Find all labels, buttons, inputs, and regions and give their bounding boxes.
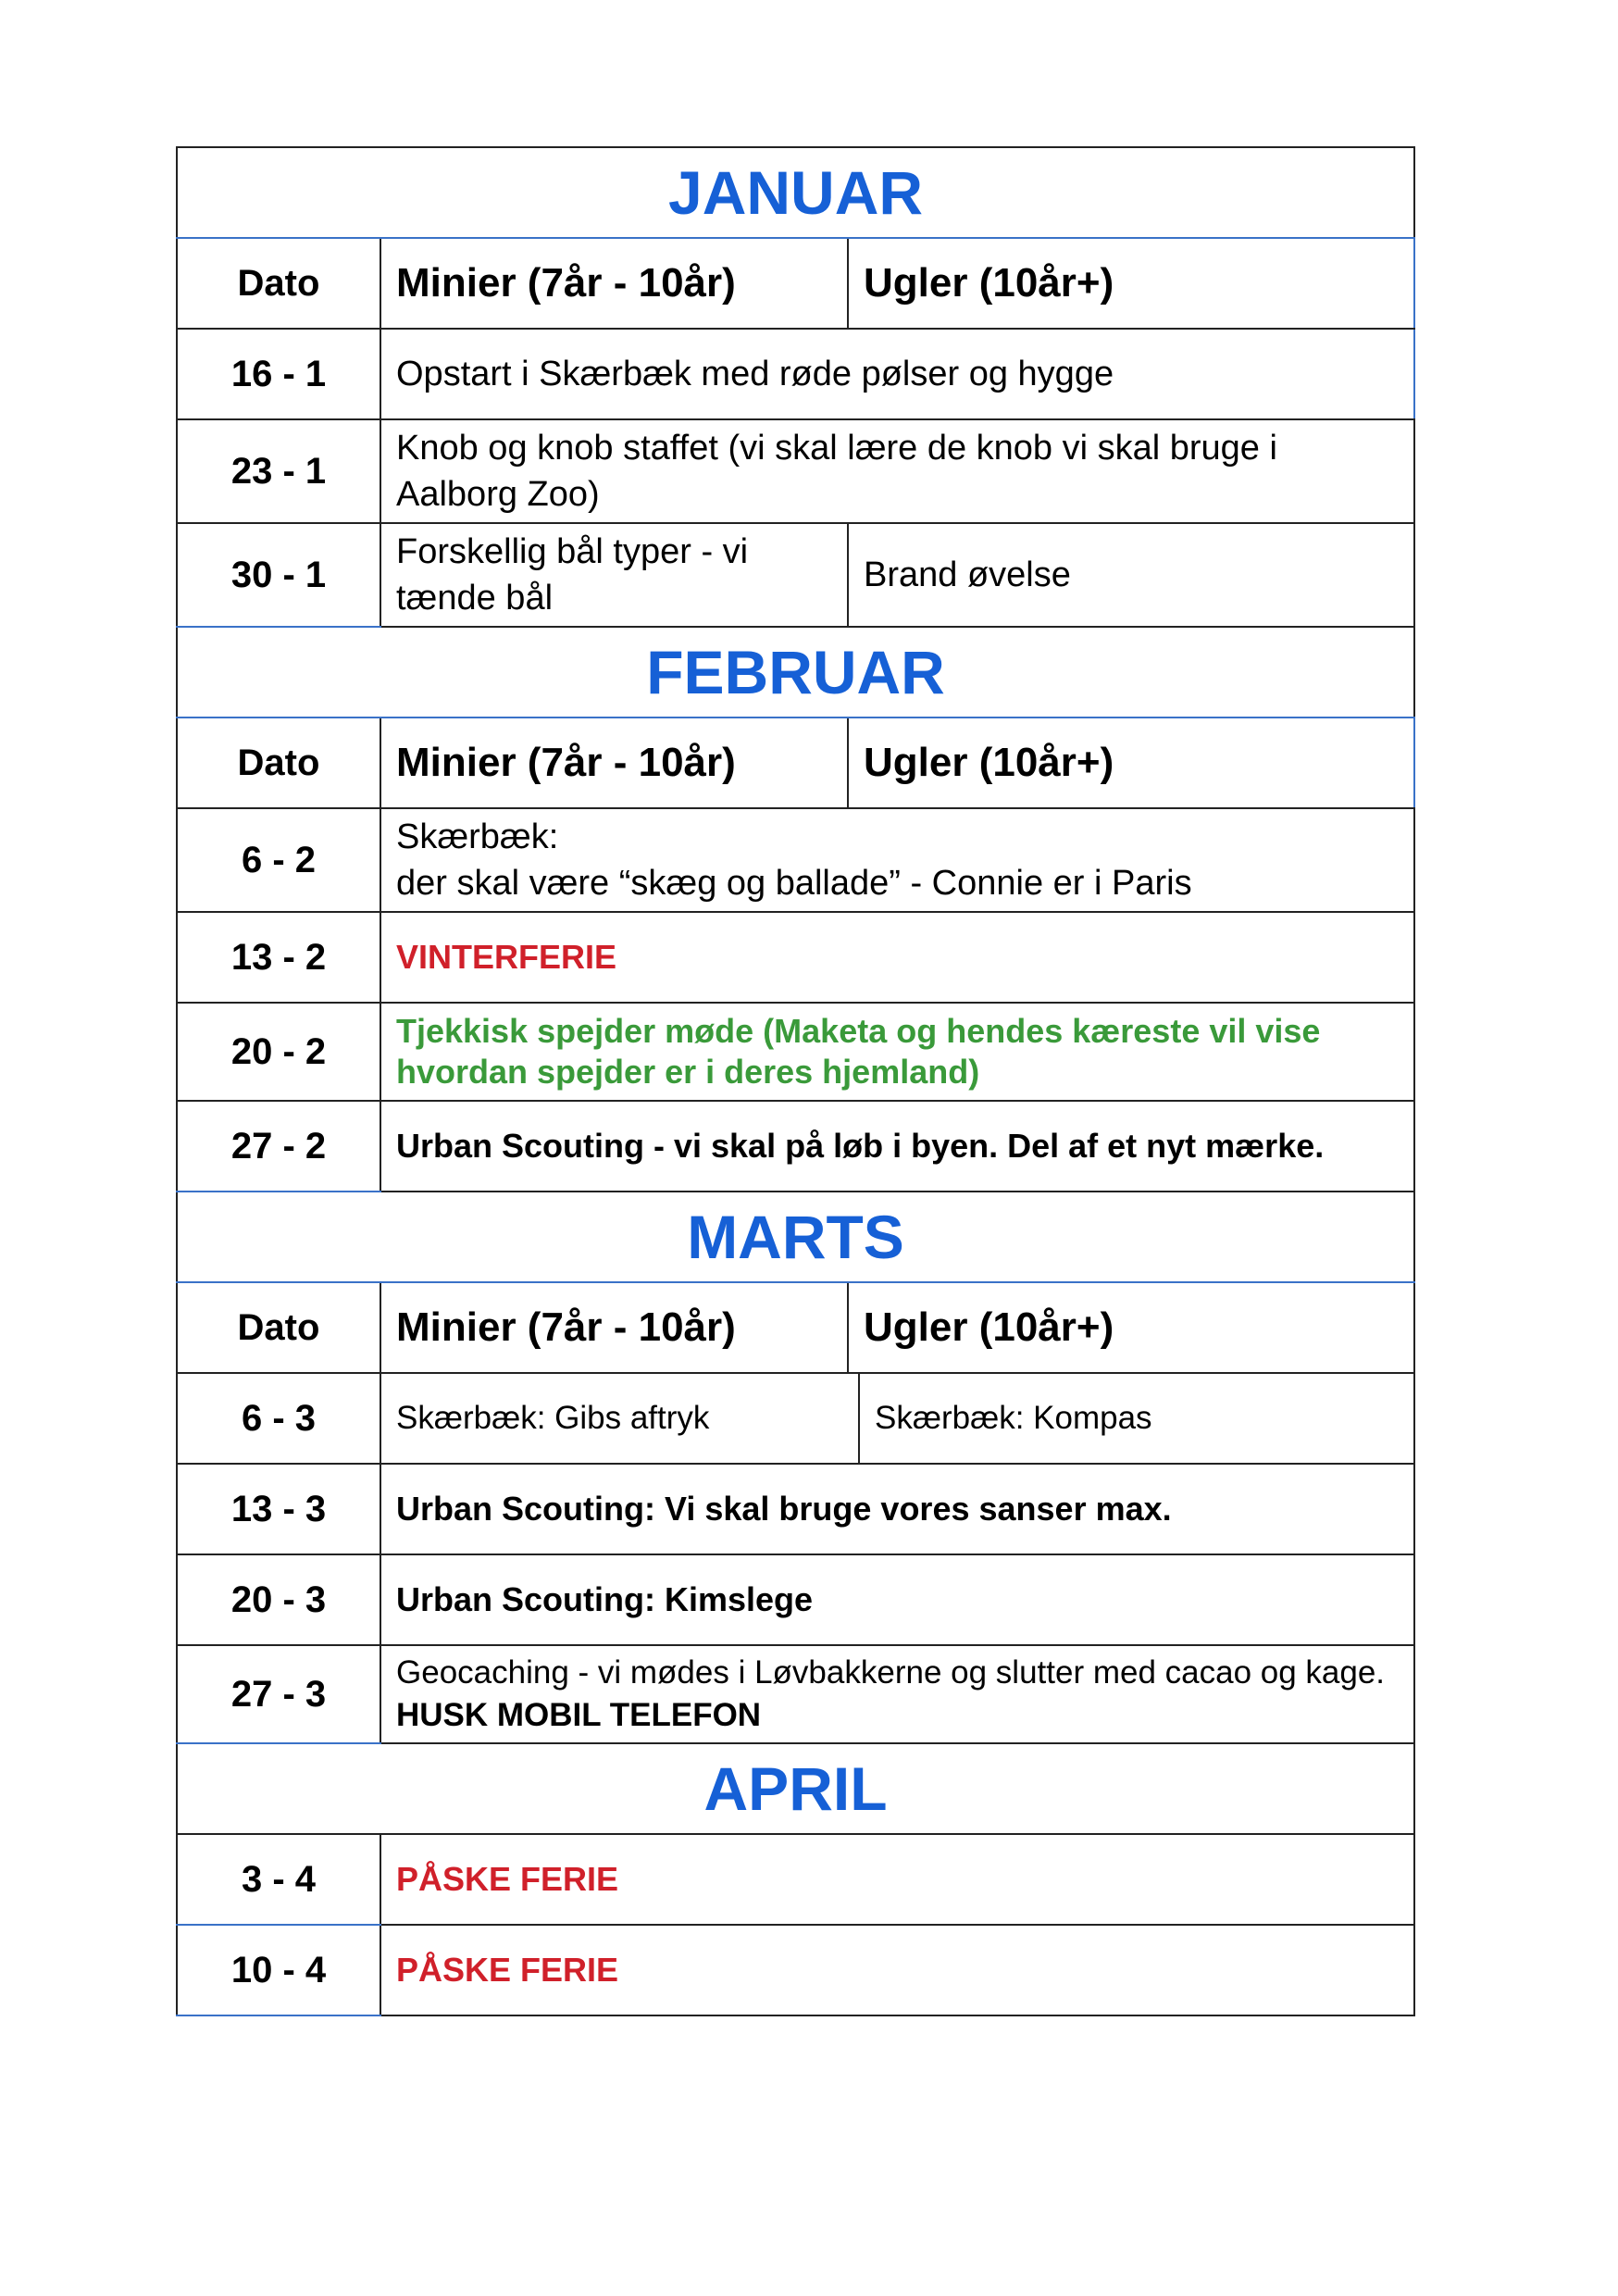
activity-line: Skærbæk: [396,817,559,856]
header-date: Dato [177,238,380,329]
header-minier: Minier (7år - 10år) [380,238,848,329]
month-title-april: APRIL [177,1743,1414,1834]
table-row [177,1834,1414,1925]
header-date: Dato [177,718,380,808]
header-row-marts [177,1282,1414,1373]
table-row [177,1645,1414,1743]
header-minier: Minier (7år - 10år) [380,718,848,808]
activity-cell: Urban Scouting: Vi skal bruge vores sanser max. [380,1464,1414,1554]
activity-cell-holiday: PÅSKE FERIE [380,1925,1414,2015]
date-cell: 13 - 2 [177,912,380,1003]
table-row [177,329,1414,419]
activity-cell [380,1645,1414,1743]
header-row-januar [177,238,1414,329]
date-cell: 16 - 1 [177,329,380,419]
activity-cell: Knob og knob staffet (vi skal lære de knob vi skal bruge i Aalborg Zoo) [380,419,1414,523]
date-cell: 20 - 3 [177,1554,380,1645]
month-row-februar [177,627,1414,718]
activity-line: der skal være “skæg og ballade” - Connie er i Paris [396,864,1192,903]
date-cell: 23 - 1 [177,419,380,523]
ugler-activity-cell: Brand øvelse [848,523,1414,627]
table-row [177,1101,1414,1192]
table-row [177,1003,1414,1101]
date-cell: 27 - 2 [177,1101,380,1192]
date-cell: 20 - 2 [177,1003,380,1101]
activity-text-emphasis: HUSK MOBIL TELEFON [396,1697,762,1733]
header-ugler: Ugler (10år+) [848,238,1414,329]
table-row [177,912,1414,1003]
activity-cell-highlight: Tjekkisk spejder møde (Maketa og hendes kæreste vil vise hvordan spejder er i deres hjemland) [380,1003,1414,1101]
table-row [177,1554,1414,1645]
date-cell: 30 - 1 [177,523,380,627]
ugler-activity-cell: Skærbæk: Kompas [859,1373,1414,1464]
minier-activity-cell: Skærbæk: Gibs aftryk [380,1373,859,1464]
header-row-februar [177,718,1414,808]
activity-cell: Urban Scouting: Kimslege [380,1554,1414,1645]
activity-text: Geocaching - vi mødes i Løvbakkerne og slutter med cacao og kage. [396,1654,1386,1691]
table-row [177,523,1414,627]
month-row-januar [177,147,1414,238]
table-row [177,808,1414,912]
table-row [177,1464,1414,1554]
header-ugler: Ugler (10år+) [848,718,1414,808]
activity-cell [380,808,1414,912]
header-date: Dato [177,1282,380,1373]
schedule-table [176,146,1415,2016]
activity-cell-holiday: VINTERFERIE [380,912,1414,1003]
activity-cell: Urban Scouting - vi skal på løb i byen. Del af et nyt mærke. [380,1101,1414,1192]
header-ugler: Ugler (10år+) [848,1282,1414,1373]
table-row [177,1373,1414,1464]
date-cell: 10 - 4 [177,1925,380,2015]
month-title-januar: JANUAR [177,147,1414,238]
date-cell: 3 - 4 [177,1834,380,1925]
table-row [177,1925,1414,2015]
activity-cell-holiday: PÅSKE FERIE [380,1834,1414,1925]
date-cell: 6 - 3 [177,1373,380,1464]
month-row-marts [177,1192,1414,1282]
date-cell: 6 - 2 [177,808,380,912]
minier-activity-cell: Forskellig bål typer - vi tænde bål [380,523,848,627]
activity-cell: Opstart i Skærbæk med røde pølser og hygge [380,329,1414,419]
month-title-marts: MARTS [177,1192,1414,1282]
header-minier: Minier (7år - 10år) [380,1282,848,1373]
date-cell: 13 - 3 [177,1464,380,1554]
month-row-april [177,1743,1414,1834]
table-row [177,419,1414,523]
date-cell: 27 - 3 [177,1645,380,1743]
month-title-februar: FEBRUAR [177,627,1414,718]
